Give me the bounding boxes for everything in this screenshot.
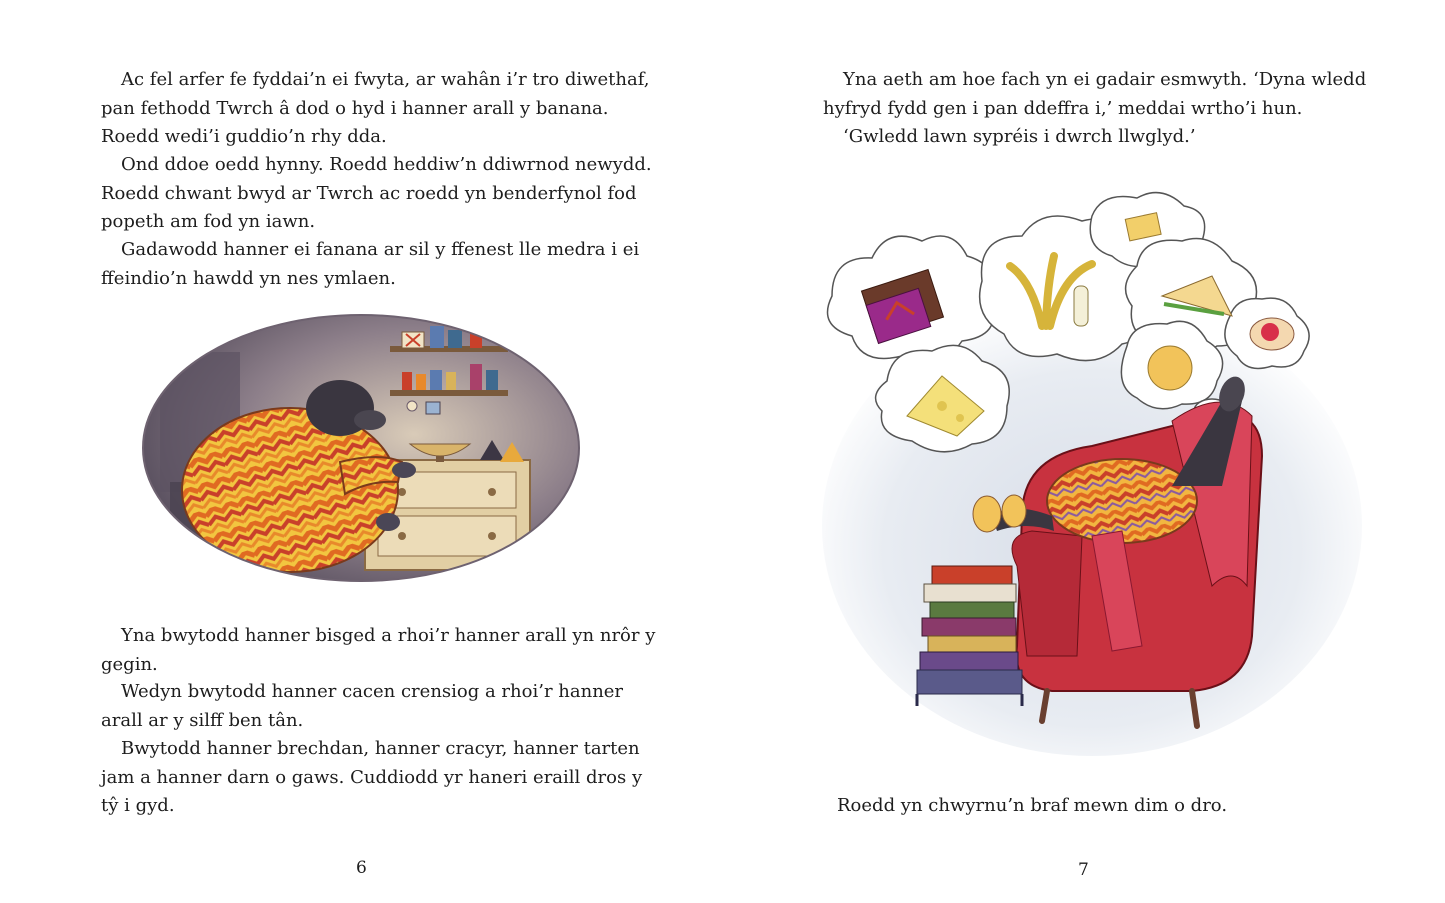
text-line: Gadawodd hanner ei fanana ar sil y ffenest lle medra i ei xyxy=(121,239,640,260)
left-paragraph-4 xyxy=(101,622,655,679)
text-line: arall ar y silff ben tân. xyxy=(101,709,304,731)
left-paragraph-1 xyxy=(101,66,649,152)
left-page xyxy=(0,0,722,903)
mole-at-dresser-illustration xyxy=(140,312,582,584)
text-line: Roedd chwant bwyd ar Twrch ac roedd yn benderfynol fod xyxy=(101,182,637,204)
text-line: popeth am fod yn iawn. xyxy=(101,211,316,232)
left-paragraph-3 xyxy=(101,236,639,293)
text-line: Wedyn bwytodd hanner cacen crensiog a rhoi’r hanner xyxy=(121,681,624,702)
right-paragraph-2 xyxy=(823,123,1196,152)
text-line: ‘Gwledd lawn sypréis i dwrch llwglyd.’ xyxy=(843,126,1196,147)
text-line: hyfryd fydd gen i pan ddeffra i,’ meddai wrtho’i hun. xyxy=(823,97,1303,119)
text-line: Roedd yn chwyrnu’n braf mewn dim o dro. xyxy=(837,795,1228,816)
text-line: jam a hanner darn o gaws. Cuddiodd yr haneri eraill dros y xyxy=(101,766,643,788)
text-line: Ac fel arfer fe fyddai’n ei fwyta, ar wahân i’r tro diwethaf, xyxy=(121,69,650,90)
text-line: tŷ i gyd. xyxy=(101,795,175,816)
text-line: Ond ddoe oedd hynny. Roedd heddiw’n ddiwrnod newydd. xyxy=(121,154,652,175)
text-line: ffeindio’n hawdd yn nes ymlaen. xyxy=(101,267,396,289)
text-line: gegin. xyxy=(101,653,158,675)
left-paragraph-6 xyxy=(101,735,642,821)
left-paragraph-5 xyxy=(101,678,623,735)
text-line: pan fethodd Twrch â dod o hyd i hanner arall y banana. xyxy=(101,97,609,119)
page-number-left: 6 xyxy=(356,858,367,878)
text-line: Yna bwytodd hanner bisged a rhoi’r hanner arall yn nrôr y xyxy=(121,625,656,646)
page-number-right: 7 xyxy=(1078,860,1089,880)
right-paragraph-1 xyxy=(823,66,1366,123)
text-line: Roedd wedi’i guddio’n rhy dda. xyxy=(101,126,387,147)
text-line: Yna aeth am hoe fach yn ei gadair esmwyth. ‘Dyna wledd xyxy=(843,69,1367,90)
mole-dreaming-in-armchair-illustration xyxy=(792,186,1362,756)
right-caption xyxy=(837,792,1227,821)
text-line: Bwytodd hanner brechdan, hanner cracyr, hanner tarten xyxy=(121,738,640,759)
right-page xyxy=(722,0,1445,903)
left-paragraph-2 xyxy=(101,151,652,237)
